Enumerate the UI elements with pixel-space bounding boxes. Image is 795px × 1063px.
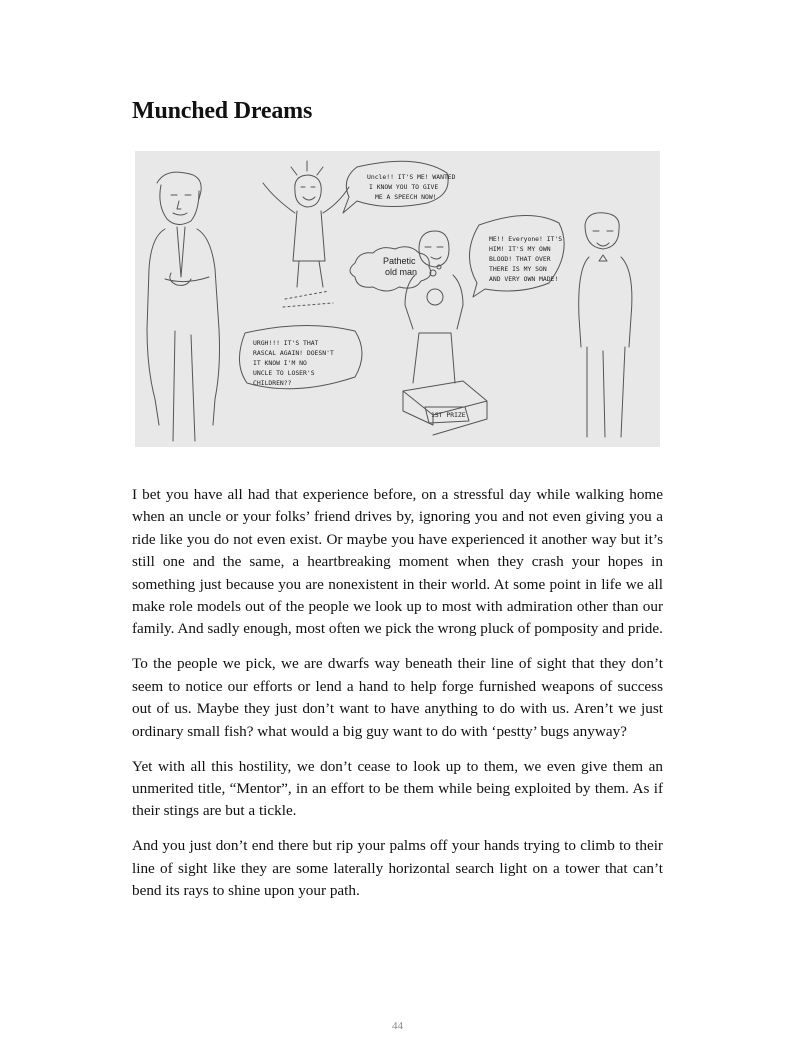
father-bubble-line-2: HIM! IT'S MY OWN: [489, 245, 551, 253]
uncle-bubble-line-1: URGH!!! IT'S THAT: [253, 339, 319, 347]
paragraph-3: Yet with all this hostility, we don’t cease to look up to them, we even give them an unmerited title, “Mentor”, in an effort to be them while being exploited by them. As if their stings are but a tickle.: [132, 757, 663, 820]
thought-line-2: old man: [385, 267, 418, 277]
father-bubble-line-4: THERE IS MY SON: [489, 265, 547, 273]
body-text: [132, 484, 663, 915]
nephew-bubble-line-3: ME A SPEECH NOW!: [375, 193, 437, 201]
uncle-bubble-line-5: CHILDREN??: [253, 379, 292, 387]
cartoon-drawing: [135, 151, 660, 447]
paragraph-4: And you just don’t end there but rip your palms off your hands trying to climb to their line of sight like they are some laterally horizontal search light on a tower that can’t bend its rays to shine upon your path.: [132, 837, 663, 900]
proud-man-figure: [579, 213, 632, 437]
uncle-bubble-line-3: IT KNOW I'M NO: [253, 359, 307, 367]
prize-label: 1ST PRIZE: [431, 411, 466, 419]
uncle-bubble-line-4: UNCLE TO LOSER'S: [253, 369, 315, 377]
page-title: Munched Dreams: [132, 98, 313, 124]
uncle-figure: [147, 172, 220, 441]
father-bubble-line-1: ME!! Everyone! IT'S: [489, 235, 563, 243]
thought-line-1: Pathetic: [383, 256, 416, 266]
nephew-bubble-line-1: Uncle!! IT'S ME! WANTED: [367, 173, 456, 181]
nephew-bubble-line-2: I KNOW YOU TO GIVE: [369, 183, 439, 191]
page-number: 44: [392, 1020, 403, 1032]
father-figure: [403, 231, 487, 435]
paragraph-1: I bet you have all had that experience before, on a stressful day while walking home when an uncle or your folks’ friend drives by, ignoring you and not even giving you a ride like you do not even exist. Or maybe you have experienced it another way but it’s still one and the same, a heartbreaking moment when they crash your hopes in something just because you are nonexistent in their world. At some point in life we all make role models out of the people we look up to most with admiration other than our family. And sadly enough, most often we pick the wrong pluck of pomposity and pride.: [132, 486, 663, 638]
nephew-figure: [263, 161, 349, 307]
father-bubble-line-5: AND VERY OWN MADE!: [489, 275, 559, 283]
uncle-bubble-line-2: RASCAL AGAIN! DOESN'T: [253, 349, 334, 357]
father-bubble-line-3: BLOOD! THAT OVER: [489, 255, 551, 263]
cartoon-illustration: [135, 151, 660, 447]
paragraph-2: To the people we pick, we are dwarfs way beneath their line of sight that they don’t seem to notice our efforts or lend a hand to help forge furnished weapons of success out of us. Maybe they just don’t want to have anything to do with us. Aren’t we just ordinary small fish? what would a big guy want to do with ‘pestty’ bugs anyway?: [132, 655, 663, 740]
